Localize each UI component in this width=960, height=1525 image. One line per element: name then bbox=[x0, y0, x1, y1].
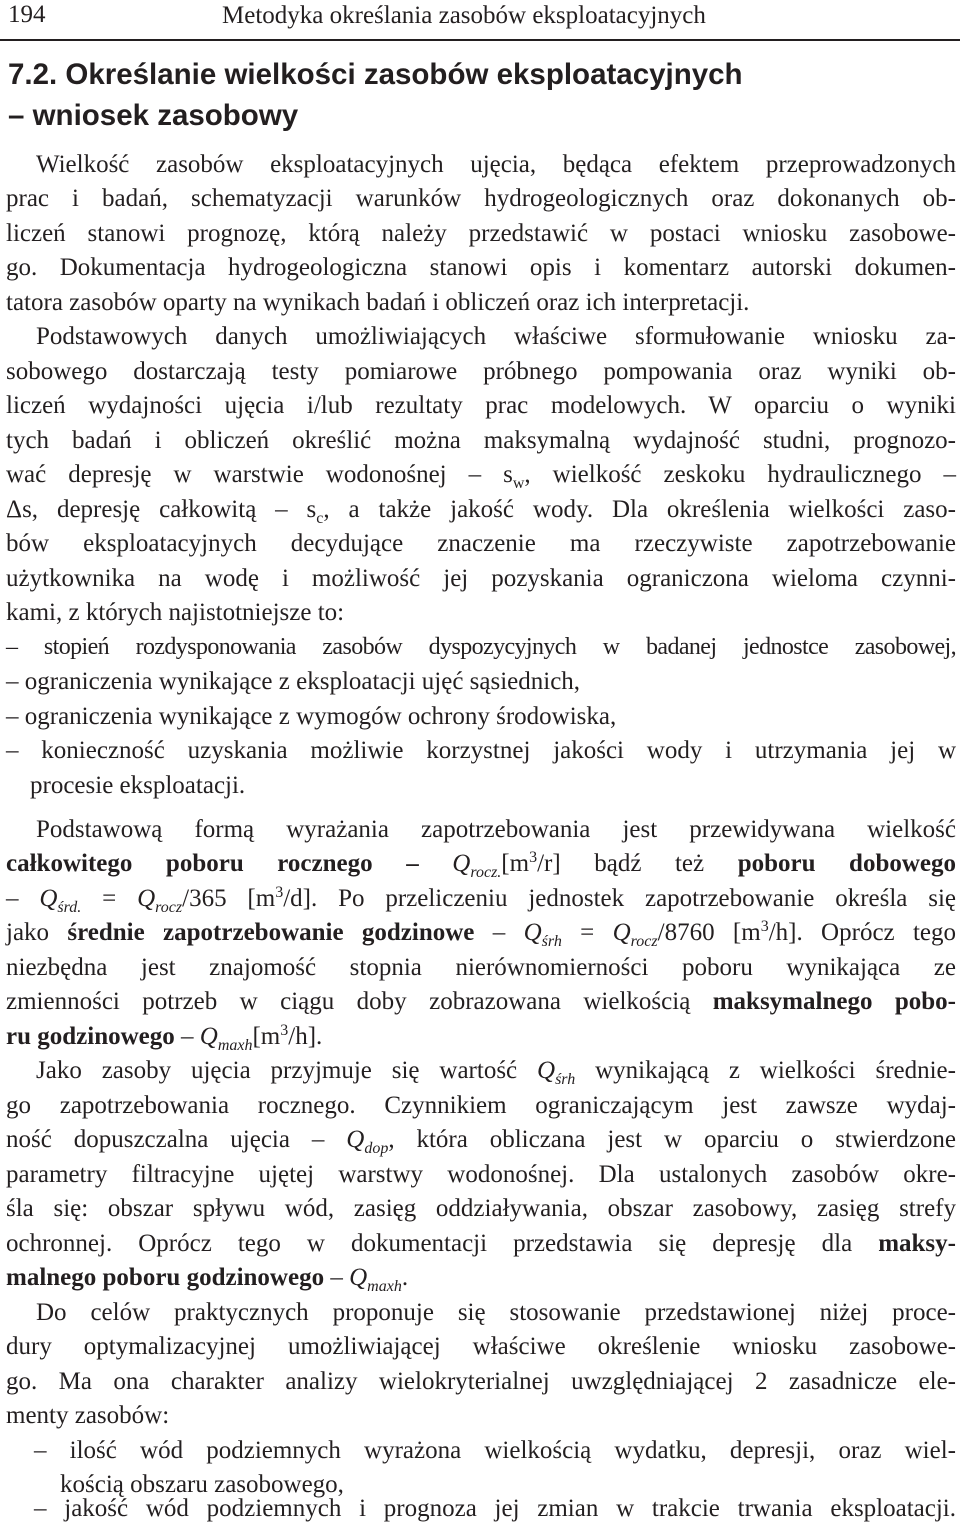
text-line: całkowitego poboru rocznego – $Q_{rocz.}[m^3/r]$ bądź też poboru dobowego bbox=[6, 849, 957, 881]
text-line: Δs, depresję całkowitą – $s_c$, a także jakość wody. Dla określenia wielkości zaso- bbox=[6, 496, 956, 527]
text-line: Do celów praktycznych proponuje się stosowanie przedstawionej niżej proce- bbox=[36, 1299, 956, 1326]
text-line: sobowego dostarczają testy pomiarowe próbnego pompowania oraz wyniki ob- bbox=[6, 358, 956, 385]
text-line: Podstawowych danych umożliwiających właściwe sformułowanie wniosku za- bbox=[36, 323, 956, 350]
text-line: menty zasobów: bbox=[6, 1402, 170, 1429]
running-title: Metodyka określania zasobów eksploatacyjnych bbox=[222, 2, 706, 29]
text-line: niezbędna jest znajomość stopnia nierównomierności poboru wynikająca ze bbox=[6, 954, 956, 981]
list-item: – ograniczenia wynikające z wymogów ochrony środowiska, bbox=[6, 703, 617, 730]
text-line: go. Ma ona charakter analizy wielokryterialnej uwzględniającej 2 zasadnicze ele- bbox=[6, 1368, 956, 1395]
section-heading bbox=[8, 54, 948, 136]
text-line: tatora zasobów oparty na wynikach badań i obliczeń oraz ich interpretacji. bbox=[6, 289, 750, 316]
text-line: – $Q_{śrd.} = Q_{rocz}/365$ $[m^3/d]$. Po przeliczeniu jednostek zapotrzebowanie określa się bbox=[6, 884, 957, 916]
text-line: ru godzinowego – $Q_{maxh}[m^3/h]$. bbox=[6, 1022, 323, 1054]
list-item-continuation: procesie eksploatacji. bbox=[30, 772, 246, 799]
list-item: – stopień rozdysponowania zasobów dyspozycyjnych w badanej jednostce zasobowej, bbox=[6, 634, 956, 660]
text-line: Podstawową formą wyrażania zapotrzebowania jest przewidywana wielkość bbox=[36, 816, 956, 843]
text-line: Jako zasoby ujęcia przyjmuje się wartość $Q_{śrh}$ wynikającą z wielkości średnie- bbox=[36, 1057, 956, 1088]
page-number: 194 bbox=[8, 1, 46, 28]
list-item: – ilość wód podziemnych wyrażona wielkością wydatku, depresji, oraz wiel- bbox=[34, 1437, 956, 1464]
text-line: prac i badań, schematyzacji warunków hydrogeologicznych oraz dokonanych ob- bbox=[6, 185, 956, 212]
text-line: liczeń stanowi prognozę, którą należy przedstawić w postaci wniosku zasobowe- bbox=[6, 220, 956, 247]
text-line: Wielkość zasobów eksploatacyjnych ujęcia, będąca efektem przeprowadzonych bbox=[36, 151, 956, 178]
text-line: liczeń wydajności ujęcia i/lub rezultaty prac modelowych. W oparciu o wyniki bbox=[6, 392, 956, 419]
section-heading-line-1: 7.2. Określanie wielkości zasobów eksploatacyjnych bbox=[8, 58, 743, 91]
text-line: wać depresję w warstwie wodonośnej – $s_w$, wielkość zeskoku hydraulicznego – bbox=[6, 461, 957, 492]
text-line: tych badań i obliczeń określić można maksymalną wydajność studni, prognozo- bbox=[6, 427, 956, 454]
text-line: kami, z których najistotniejsze to: bbox=[6, 599, 345, 626]
text-line: dury optymalizacyjnej umożliwiającej właściwe określenie wniosku zasobowe- bbox=[6, 1333, 956, 1360]
text-line: malnego poboru godzinowego – $Q_{maxh}$. bbox=[6, 1264, 409, 1295]
list-item: – jakość wód podziemnych i prognoza jej zmian w trakcie trwania eksploatacji. bbox=[34, 1495, 956, 1522]
list-item: – konieczność uzyskania możliwie korzystnej jakości wody i utrzymania jej w bbox=[6, 737, 956, 764]
text-line: parametry filtracyjne ujętej warstwy wodonośnej. Dla ustalonych zasobów okre- bbox=[6, 1161, 956, 1188]
text-line: ność dopuszczalna ujęcia – $Q_{dop}$, która obliczana jest w oparciu o stwierdzone bbox=[6, 1126, 956, 1157]
text-line: go. Dokumentacja hydrogeologiczna stanowi opis i komentarz autorski dokumen- bbox=[6, 254, 956, 281]
list-item-continuation: kością obszaru zasobowego, bbox=[60, 1471, 344, 1498]
text-line: śla się: obszar spływu wód, zasięg oddziaływania, obszar zasobowy, zasięg strefy bbox=[6, 1195, 956, 1222]
text-line: jako średnie zapotrzebowanie godzinowe – $Q_{śrh} = Q_{rocz}/8760$ $[m^3/h]$. Oprócz tego bbox=[6, 918, 957, 950]
list-item: – ograniczenia wynikające z eksploatacji ujęć sąsiednich, bbox=[6, 668, 581, 695]
header-rule bbox=[0, 39, 960, 41]
running-header bbox=[8, 0, 948, 30]
section-heading-line-2: – wniosek zasobowy bbox=[8, 99, 299, 132]
text-line: użytkownika na wodę i możliwość jej pozyskania ograniczona wieloma czynni- bbox=[6, 565, 956, 592]
text-line: go zapotrzebowania rocznego. Czynnikiem ograniczającym jest zawsze wydaj- bbox=[6, 1092, 956, 1119]
text-line: bów eksploatacyjnych decydujące znaczenie ma rzeczywiste zapotrzebowanie bbox=[6, 530, 956, 557]
text-line: zmienności potrzeb w ciągu doby zobrazowana wielkością maksymalnego pobo- bbox=[6, 988, 956, 1015]
text-line: ochronnej. Oprócz tego w dokumentacji przedstawia się depresję dla maksy- bbox=[6, 1230, 956, 1257]
